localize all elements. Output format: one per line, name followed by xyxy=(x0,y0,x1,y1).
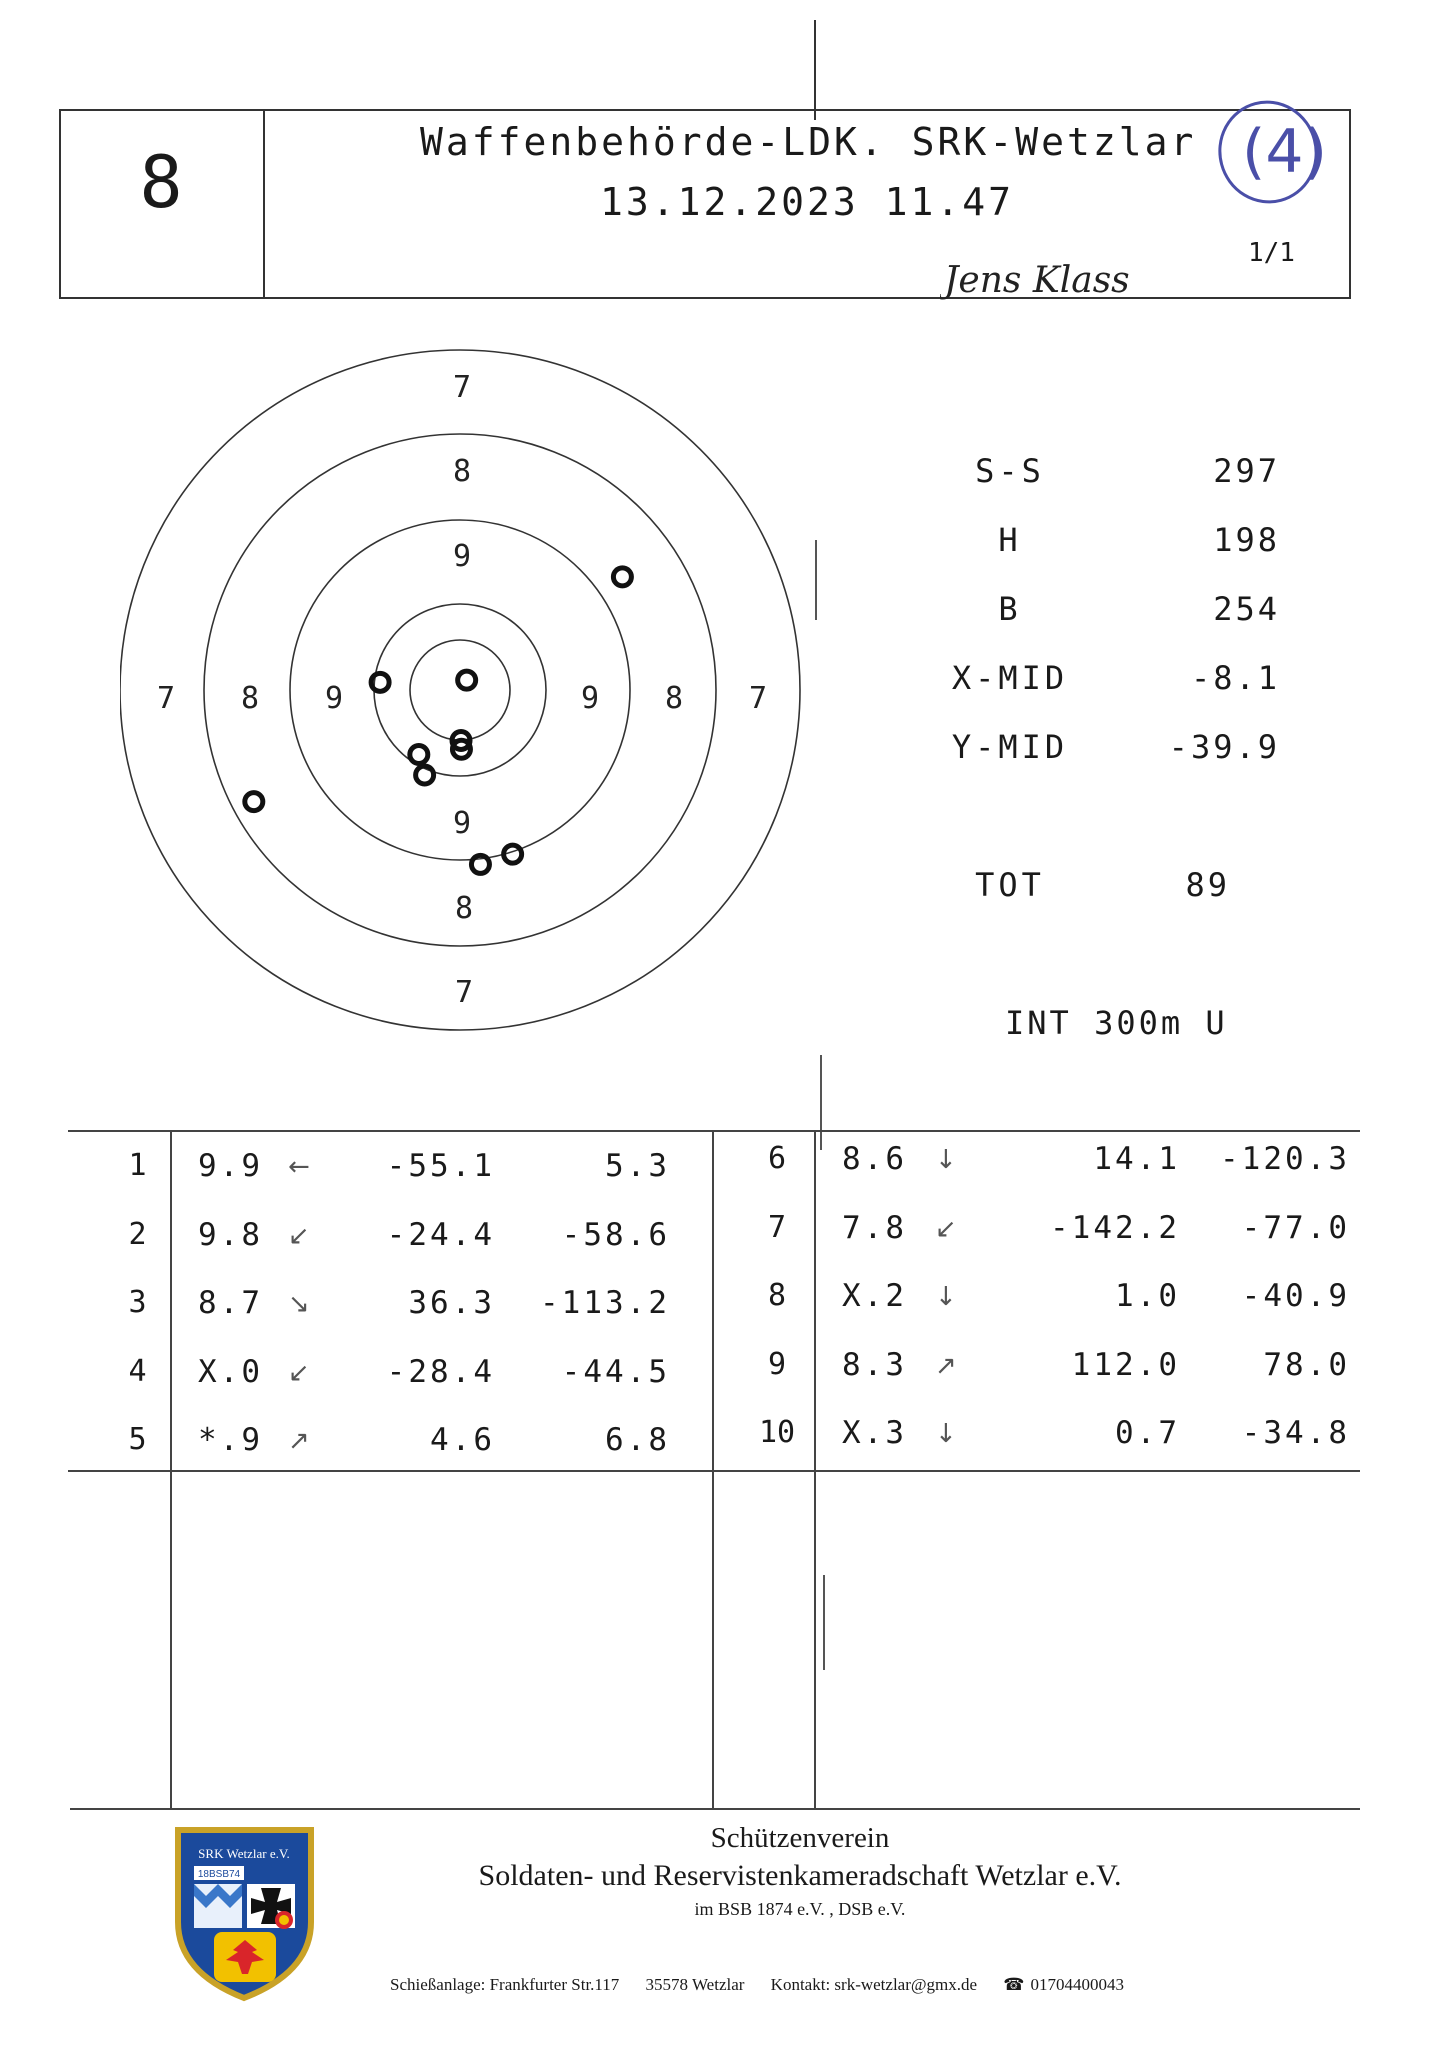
tot-label: TOT xyxy=(975,866,1045,904)
ring-label-8-bottom: 8 xyxy=(454,891,474,926)
shot-score: 8.3 xyxy=(842,1346,907,1383)
signature-text: Jens Klass xyxy=(944,260,1130,301)
shot-score: X.2 xyxy=(842,1278,907,1314)
ring-label-7-bottom: 7 xyxy=(454,975,474,1010)
table-col-divider-3 xyxy=(814,1130,816,1808)
shot-number: 10 xyxy=(758,1415,796,1450)
shot-direction-icon: ↘ xyxy=(288,1289,310,1319)
tot-value: 89 xyxy=(1185,866,1230,904)
shot-direction-icon: ← xyxy=(288,1152,310,1182)
event-title: Waffenbehörde-LDK. SRK-Wetzlar xyxy=(420,120,1197,164)
shot-x: 4.6 xyxy=(430,1422,495,1458)
h-label: H xyxy=(998,521,1022,559)
shot-score: 8.6 xyxy=(842,1141,907,1177)
table-mid-rule xyxy=(68,1470,1360,1472)
shot-number: 8 xyxy=(767,1278,787,1313)
discipline: INT 300m U xyxy=(1005,1004,1228,1042)
shot-number: 7 xyxy=(767,1209,787,1245)
xmid-label: X-MID xyxy=(951,659,1069,697)
shot-hole xyxy=(410,746,428,764)
shot-x: 0.7 xyxy=(1115,1415,1180,1451)
shot-score: X.0 xyxy=(198,1353,263,1390)
shot-direction-icon: ↓ xyxy=(935,1282,957,1312)
table-col-divider-1 xyxy=(170,1130,172,1808)
shot-hole xyxy=(458,671,476,689)
shot-y: 78.0 xyxy=(1263,1346,1350,1383)
target-diagram xyxy=(120,345,820,1045)
shot-number: 2 xyxy=(128,1216,147,1252)
shot-x: -55.1 xyxy=(386,1148,495,1184)
shot-number: 9 xyxy=(767,1346,787,1382)
ring-label-9-left: 9 xyxy=(324,681,344,716)
shot-y: -120.3 xyxy=(1220,1141,1350,1177)
ss-value: 297 xyxy=(1213,452,1280,490)
shot-direction-icon: ↓ xyxy=(935,1145,957,1175)
h-value: 198 xyxy=(1213,521,1280,559)
shot-direction-icon: ↙ xyxy=(288,1220,310,1251)
shot-x: 36.3 xyxy=(408,1285,495,1321)
header-divider xyxy=(263,109,265,299)
shot-x: -28.4 xyxy=(386,1353,495,1390)
shot-y: -77.0 xyxy=(1241,1209,1350,1246)
page-indicator: 1/1 xyxy=(1248,238,1295,268)
ring-label-7-left: 7 xyxy=(156,681,176,716)
ymid-value: -39.9 xyxy=(1168,728,1280,766)
logo-text: SRK Wetzlar e.V. xyxy=(198,1846,290,1861)
shot-y: -40.9 xyxy=(1241,1278,1350,1314)
shot-x: 1.0 xyxy=(1115,1278,1180,1314)
club-name: Soldaten- und Reservistenkameradschaft Wetzlar e.V. xyxy=(478,1859,1122,1892)
shot-y: -34.8 xyxy=(1241,1415,1350,1451)
ring-label-7-top: 7 xyxy=(452,370,472,405)
ring-7 xyxy=(120,350,800,1030)
xmid-value: -8.1 xyxy=(1190,659,1280,697)
table-bottom-rule xyxy=(70,1808,1360,1810)
shot-y: -44.5 xyxy=(561,1353,670,1390)
shot-number: 4 xyxy=(128,1353,147,1389)
shot-hole xyxy=(613,568,631,586)
shot-number: 6 xyxy=(767,1141,787,1176)
shot-score: 9.9 xyxy=(198,1148,263,1184)
club-type: Schützenverein xyxy=(710,1822,890,1854)
ring-label-9-bottom: 9 xyxy=(452,806,472,841)
lane-number: 8 xyxy=(139,140,183,224)
ring-label-8-top: 8 xyxy=(452,454,472,489)
registration-mark-lower xyxy=(820,1055,822,1150)
shot-x: 112.0 xyxy=(1071,1346,1180,1383)
shot-direction-icon: ↗ xyxy=(288,1426,310,1456)
range-city: 35578 Wetzlar xyxy=(645,1975,745,1994)
shot-y: 6.8 xyxy=(605,1422,670,1458)
shot-score: *.9 xyxy=(198,1422,263,1458)
handwritten-circle-mark xyxy=(1210,90,1330,220)
ymid-label: Y-MID xyxy=(951,728,1069,766)
registration-mark-top xyxy=(814,20,816,120)
contact-phone: 01704400043 xyxy=(1030,1975,1124,1994)
shot-direction-icon: ↙ xyxy=(288,1357,310,1388)
ring-label-8-right: 8 xyxy=(664,681,684,716)
ring-8 xyxy=(204,434,716,946)
range-address: Schießanlage: Frankfurter Str.117 xyxy=(390,1975,620,1994)
shot-direction-icon: ↓ xyxy=(935,1419,957,1449)
handwritten-mark-text: (4) xyxy=(1242,117,1327,187)
ss-label: S-S xyxy=(975,452,1045,490)
shot-x: -142.2 xyxy=(1050,1209,1180,1246)
logo-year: 18BSB74 xyxy=(197,1869,241,1880)
shot-x: 14.1 xyxy=(1093,1141,1180,1177)
club-logo xyxy=(172,1822,317,2002)
shot-x: -24.4 xyxy=(386,1216,495,1253)
shot-number: 5 xyxy=(128,1422,147,1457)
phone-icon: ☎ xyxy=(1003,1975,1025,1994)
club-affiliation: im BSB 1874 e.V. , DSB e.V. xyxy=(694,1899,906,1919)
table-col-divider-2 xyxy=(712,1130,714,1808)
shot-score: 9.8 xyxy=(198,1216,263,1253)
shot-score: 8.7 xyxy=(198,1285,263,1321)
ring-label-9-right: 9 xyxy=(580,681,600,716)
ring-inner-ten xyxy=(410,640,510,740)
shot-direction-icon: ↗ xyxy=(935,1350,957,1381)
contact-email: Kontakt: srk-wetzlar@gmx.de xyxy=(770,1975,978,1994)
table-top-rule xyxy=(68,1130,1360,1132)
footer-club-info xyxy=(300,1822,1300,1920)
ring-label-9-top: 9 xyxy=(452,539,472,574)
shot-number: 1 xyxy=(128,1148,147,1183)
shot-score: 7.8 xyxy=(842,1209,907,1246)
shot-score: X.3 xyxy=(842,1415,907,1451)
footer-contact-line xyxy=(390,1975,1146,1995)
registration-mark-bottom xyxy=(823,1575,825,1670)
event-datetime: 13.12.2023 11.47 xyxy=(600,180,1015,224)
shot-y: -113.2 xyxy=(540,1285,670,1321)
ring-label-7-right: 7 xyxy=(748,681,768,716)
signature xyxy=(940,250,1210,310)
b-value: 254 xyxy=(1213,590,1280,628)
shot-number: 3 xyxy=(128,1285,147,1320)
shot-hole xyxy=(245,793,263,811)
shot-y: 5.3 xyxy=(605,1148,670,1184)
shot-y: -58.6 xyxy=(561,1216,670,1253)
shot-direction-icon: ↙ xyxy=(935,1213,957,1244)
b-label: B xyxy=(998,590,1022,628)
ring-label-8-left: 8 xyxy=(240,681,260,716)
